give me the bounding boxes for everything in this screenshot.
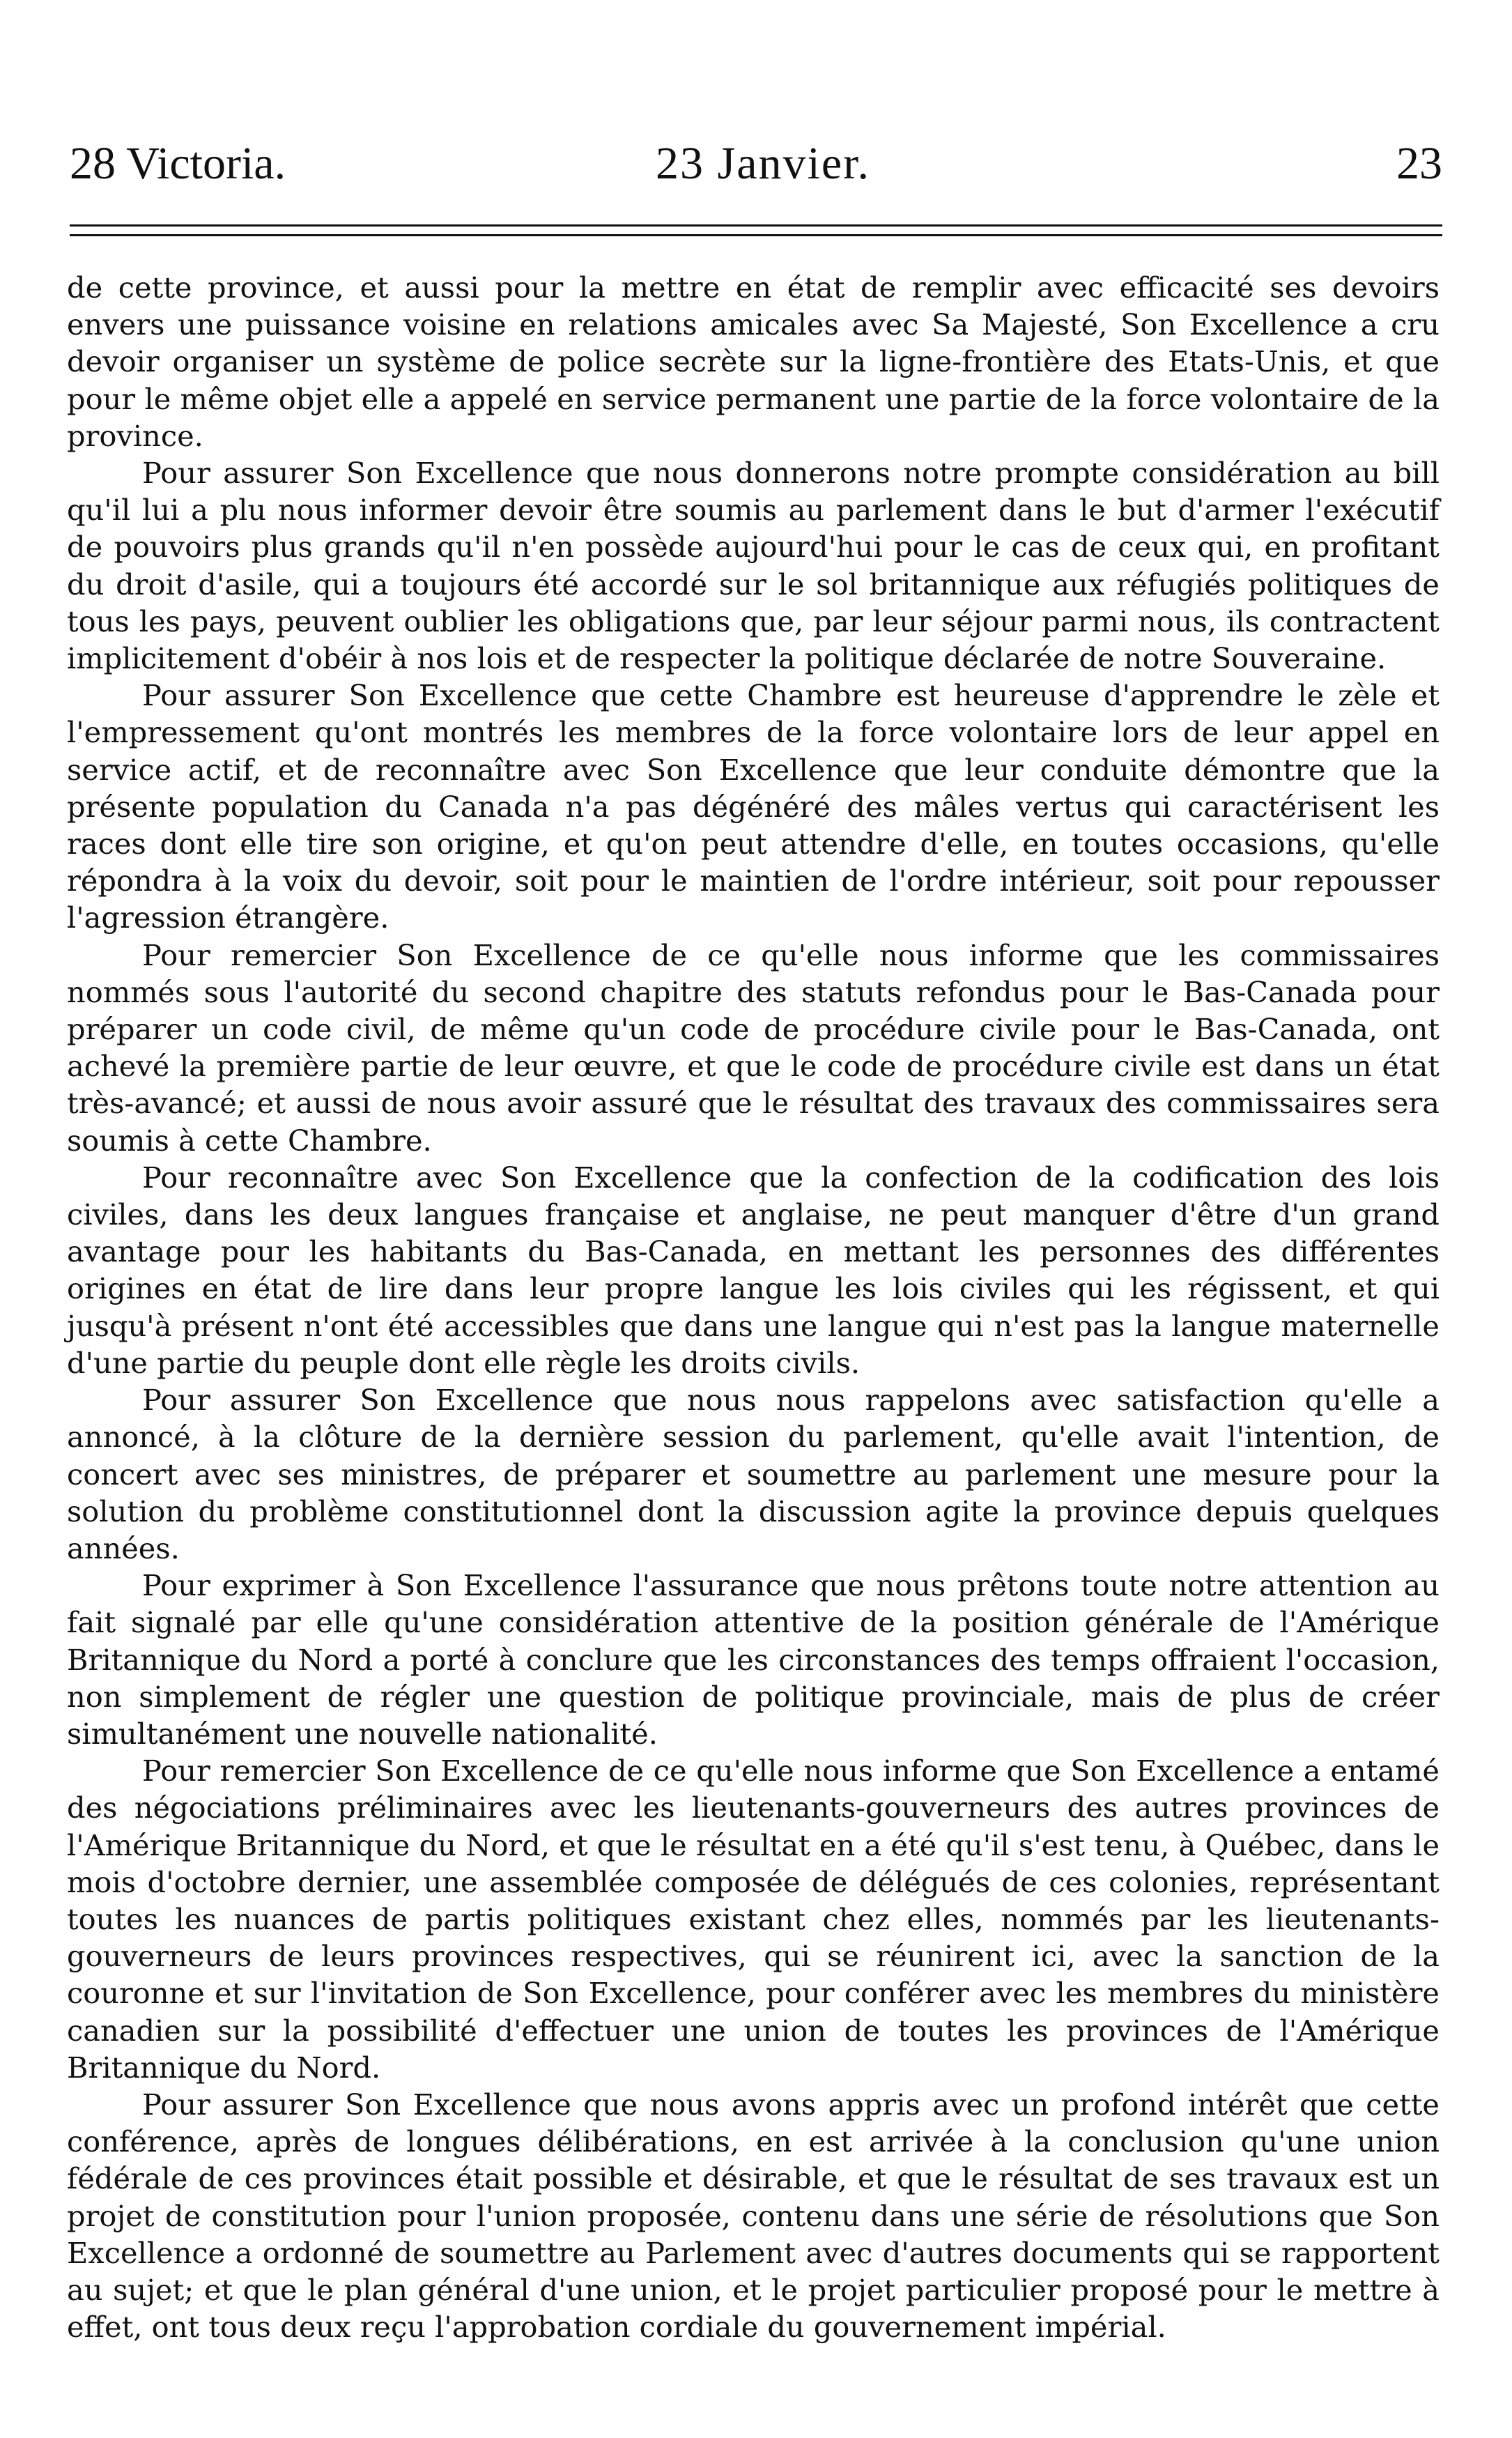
header-rule-bottom — [70, 234, 1442, 236]
paragraph-continuation: de cette province, et aussi pour la mettre en état de remplir avec efficacité ses devoirs envers une puissance voisine en relations amicales avec Sa Majesté, Son Excellence a cru devoir organiser un système de police secrète sur la ligne-frontière des Etats-Unis, et que pour le même objet elle a appelé en service permanent une partie de la force volontaire de la province. — [67, 270, 1440, 453]
paragraph: Pour reconnaître avec Son Excellence que la confection de la codification des lois civiles, dans les deux langues française et anglaise, ne peut manquer d'être d'un grand avantage pour les habitants du Bas-Canada, en mettant les personnes des différentes origines en état de lire dans leur propre langue les lois civiles qui les régissent, et qui jusqu'à présent n'ont été accessibles que dans une langue qui n'est pas la langue maternelle d'une partie du peuple dont elle règle les droits civils. — [67, 1160, 1440, 1380]
page-number: 23 — [1396, 138, 1442, 189]
paragraph: Pour assurer Son Excellence que nous donnerons notre prompte considération au bill qu'il lui a plu nous informer devoir être soumis au parlement dans le but d'armer l'exécutif de pouvoirs plus grands qu'il n'en possède aujourd'hui pour le cas de ceux qui, en profitant du droit d'asile, qui a toujours été accordé sur le sol britannique aux réfugiés politiques de tous les pays, peuvent oublier les obligations que, par leur séjour parmi nous, ils contractent implicitement d'obéir à nos lois et de respecter la politique déclarée de notre Souveraine. — [67, 456, 1440, 676]
paragraph: Pour assurer Son Excellence que nous avons appris avec un profond intérêt que cette conférence, après de longues délibérations, en est arrivée à la conclusion qu'une union fédérale de ces provinces était possible et désirable, et que le résultat de ses travaux est un projet de constitution pour l'union proposée, contenu dans une série de résolutions que Son Excellence a ordonné de soumettre au Parlement avec d'autres documents qui se rapportent au sujet; et que le plan général d'une union, et le projet particulier proposé pour le mettre à effet, ont tous deux reçu l'approbation cordiale du gouvernement impérial. — [67, 2087, 1440, 2345]
paragraph: Pour remercier Son Excellence de ce qu'elle nous informe que les commissaires nommés sous l'autorité du second chapitre des statuts refondus pour le Bas-Canada pour préparer un code civil, de même qu'un code de procédure civile pour le Bas-Canada, ont achevé la première partie de leur œuvre, et que le code de procédure civile est dans un état très-avancé; et aussi de nous avoir assuré que le résultat des travaux des commissaires sera soumis à cette Chambre. — [67, 937, 1440, 1158]
header-rule-top — [70, 224, 1442, 227]
paragraph: Pour remercier Son Excellence de ce qu'elle nous informe que Son Excellence a entamé des négociations préliminaires avec les lieutenants-gouverneurs des autres provinces de l'Amérique Britannique du Nord, et que le résultat en a été qu'il s'est tenu, à Québec, dans le mois d'octobre dernier, une assemblée composée de délégués de ces colonies, représentant toutes les nuances de partis politiques existant chez elles, nommés par les lieutenants-gouverneurs de leurs provinces respectives, qui se réunirent ici, avec la sanction de la couronne et sur l'invitation de Son Excellence, pour conférer avec les membres du ministère canadien sur la possibilité d'effectuer une union de toutes les provinces de l'Amérique Britannique du Nord. — [67, 1754, 1440, 2085]
body-text — [67, 269, 1440, 2345]
paragraph: Pour assurer Son Excellence que cette Chambre est heureuse d'apprendre le zèle et l'empressement qu'ont montrés les membres de la force volontaire lors de leur appel en service actif, et de reconnaître avec Son Excellence que leur conduite démontre que la présente population du Canada n'a pas dégénéré des mâles vertus qui caractérisent les races dont elle tire son origine, et qu'on peut attendre d'elle, en toutes occasions, qu'elle répondra à la voix du devoir, soit pour le maintien de l'ordre intérieur, soit pour repousser l'agression étrangère. — [67, 678, 1440, 935]
paragraph: Pour exprimer à Son Excellence l'assurance que nous prêtons toute notre attention au fait signalé par elle qu'une considération attentive de la position générale de l'Amérique Britannique du Nord a porté à conclure que les circonstances des temps offraient l'occasion, non simplement de régler une question de politique provinciale, mais de plus de créer simultanément une nouvelle nationalité. — [67, 1568, 1440, 1751]
paragraph: Pour assurer Son Excellence que nous nous rappelons avec satisfaction qu'elle a annoncé, à la clôture de la dernière session du parlement, qu'elle avait l'intention, de concert avec ses ministres, de préparer et soumettre au parlement une mesure pour la solution du problème constitutionnel dont la discussion agite la province depuis quelques années. — [67, 1383, 1440, 1565]
session-label: 28 Victoria. — [70, 138, 286, 189]
page-header — [70, 125, 1456, 202]
date-label: 23 Janvier. — [656, 138, 870, 189]
